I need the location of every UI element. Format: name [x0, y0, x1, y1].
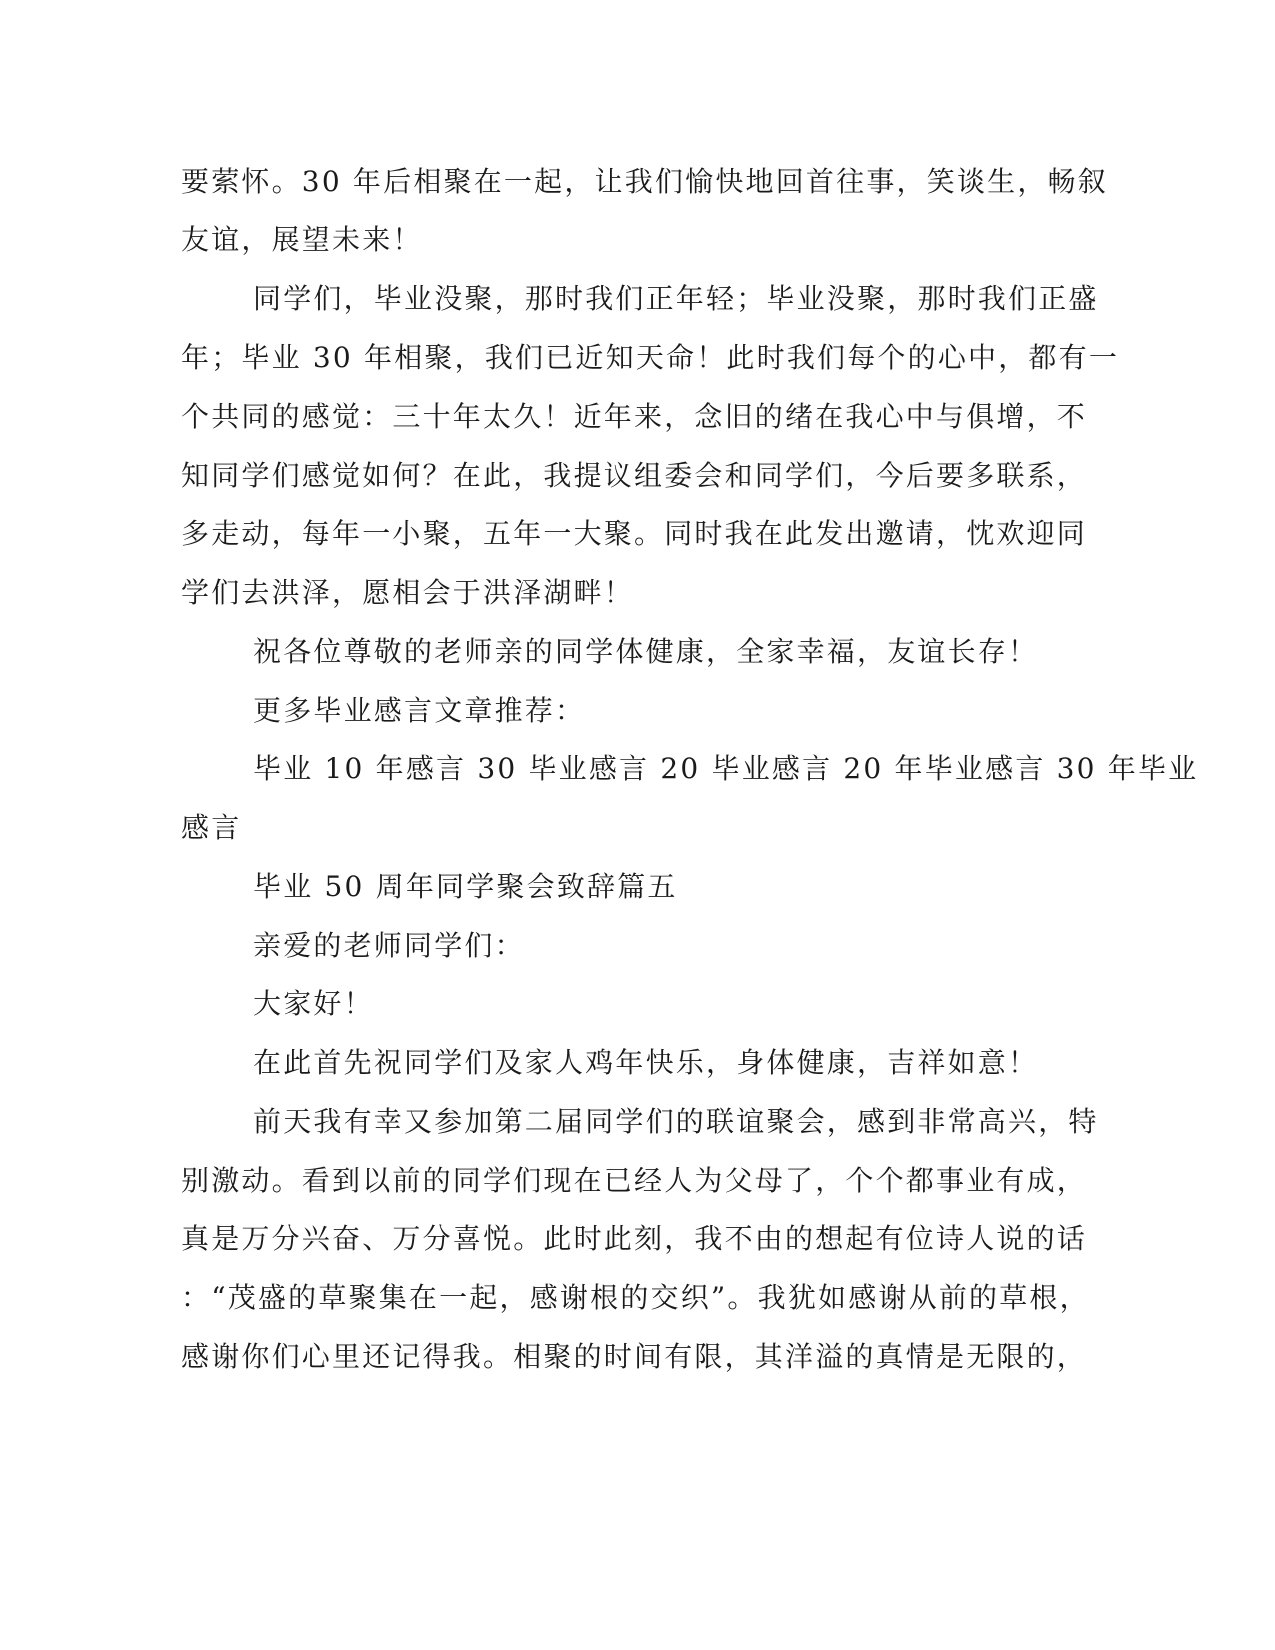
- text-line: 感谢你们心里还记得我。相聚的时间有限，其洋溢的真情是无限的，: [181, 1340, 1088, 1373]
- text-line: ：“茂盛的草聚集在一起，感谢根的交织”。我犹如感谢从前的草根，: [181, 1281, 1090, 1314]
- section-heading: 毕业 50 周年同学聚会致辞篇五: [253, 870, 678, 903]
- paragraph-start-line: 祝各位尊敬的老师亲的同学体健康，全家幸福，友谊长存！: [253, 635, 1039, 668]
- paragraph-start-line: 毕业 10 年感言 30 毕业感言 20 毕业感言 20 年毕业感言 30 年毕业: [253, 752, 1199, 785]
- paragraph-start-line: 更多毕业感言文章推荐：: [253, 694, 586, 727]
- text-line: 感言: [181, 811, 242, 844]
- text-line: 多走动，每年一小聚，五年一大聚。同时我在此发出邀请，忱欢迎同: [181, 517, 1088, 550]
- text-line: 学们去洪泽，愿相会于洪泽湖畔！: [181, 576, 635, 609]
- salutation: 亲爱的老师同学们：: [253, 929, 525, 962]
- paragraph-start-line: 同学们，毕业没聚，那时我们正年轻；毕业没聚，那时我们正盛: [253, 282, 1099, 315]
- text-line: 知同学们感觉如何？在此，我提议组委会和同学们，今后要多联系，: [181, 459, 1088, 492]
- text-line: 友谊，展望未来！: [181, 223, 423, 256]
- greeting: 大家好！: [253, 987, 374, 1020]
- text-line: 真是万分兴奋、万分喜悦。此时此刻，我不由的想起有位诗人说的话: [181, 1222, 1088, 1255]
- paragraph-start-line: 在此首先祝同学们及家人鸡年快乐，身体健康，吉祥如意！: [253, 1046, 1039, 1079]
- text-line: 个共同的感觉：三十年太久！近年来，念旧的绪在我心中与俱增，不: [181, 400, 1088, 433]
- text-line: 别激动。看到以前的同学们现在已经人为父母了，个个都事业有成，: [181, 1164, 1088, 1197]
- text-line: 要萦怀。30 年后相聚在一起，让我们愉快地回首往事，笑谈生，畅叙: [181, 165, 1108, 198]
- paragraph-start-line: 前天我有幸又参加第二届同学们的联谊聚会，感到非常高兴，特: [253, 1105, 1099, 1138]
- text-line: 年；毕业 30 年相聚，我们已近知天命！此时我们每个的心中，都有一: [181, 341, 1120, 374]
